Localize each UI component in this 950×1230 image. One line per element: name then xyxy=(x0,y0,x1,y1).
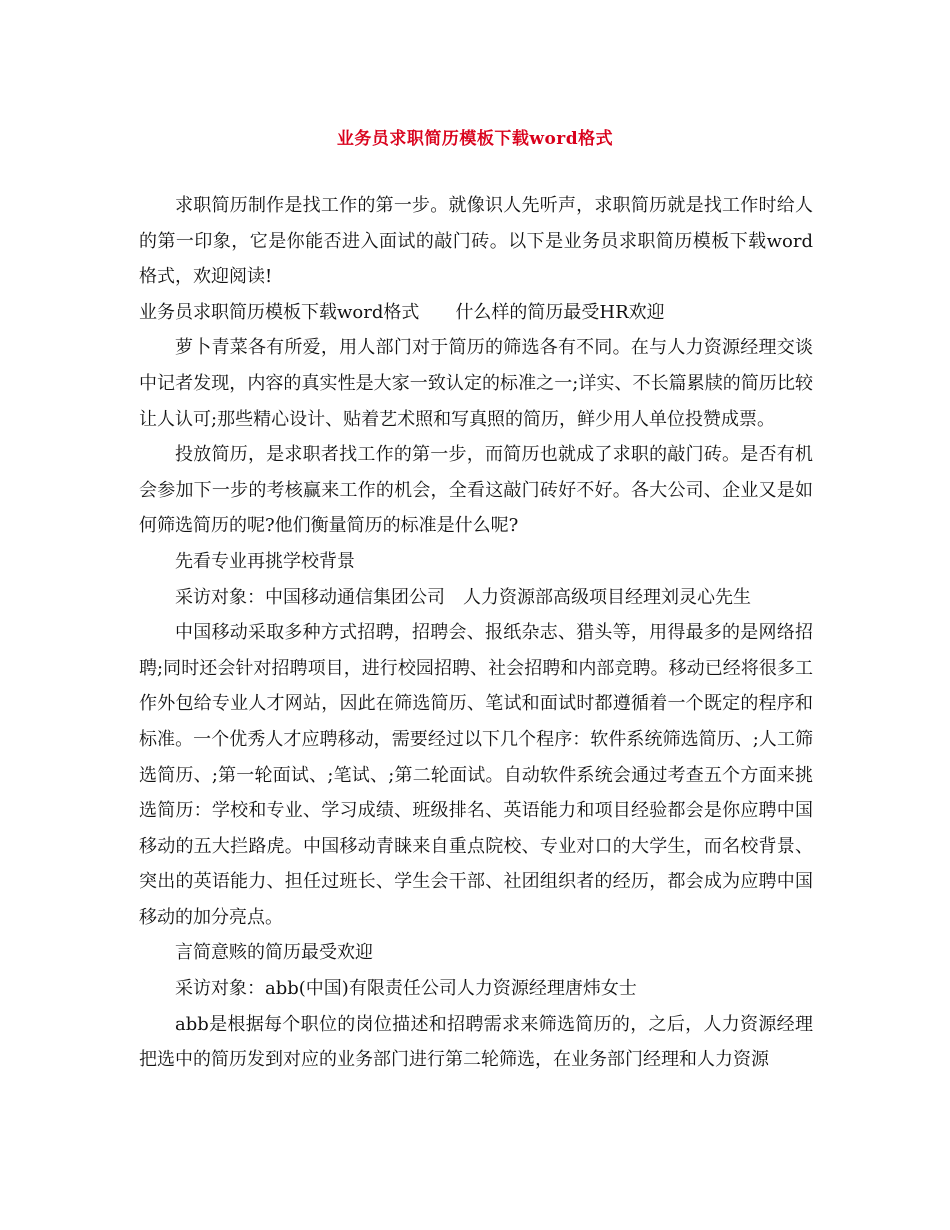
subtitle-left: 业务员求职简历模板下载word格式 xyxy=(139,301,420,323)
section-heading-2: 言简意赅的简历最受欢迎 xyxy=(175,942,373,964)
intro-paragraph: 求职简历制作是找工作的第一步。就像识人先听声，求职简历就是找工作时给人的第一印象，它是你能否进入面试的敲门砖。以下是业务员求职简历模板下载word格式，欢迎阅读! xyxy=(139,195,813,288)
document-title: 业务员求职简历模板下载word格式 xyxy=(336,129,614,149)
section-heading-1: 先看专业再挑学校背景 xyxy=(175,550,355,572)
document-body xyxy=(139,188,813,1078)
subtitle-right: 什么样的简历最受HR欢迎 xyxy=(455,301,665,323)
interviewee-2: 采访对象：abb(中国)有限责任公司人力资源经理唐炜女士 xyxy=(175,978,637,1000)
interviewee-1: 采访对象：中国移动通信集团公司 人力资源部高级项目经理刘灵心先生 xyxy=(175,586,751,608)
paragraph-1: 萝卜青菜各有所爱，用人部门对于简历的筛选各有不同。在与人力资源经理交谈中记者发现，内容的真实性是大家一致认定的标准之一;详实、不长篇累牍的简历比较让人认可;那些精心设计、贴着艺术照和写真照的简历，鲜少用人单位投赞成票。 xyxy=(139,337,813,430)
paragraph-3: 中国移动采取多种方式招聘，招聘会、报纸杂志、猎头等，用得最多的是网络招聘;同时还会针对招聘项目，进行校园招聘、社会招聘和内部竞聘。移动已经将很多工作外包给专业人才网站，因此在筛选简历、笔试和面试时都遵循着一个既定的程序和标准。一个优秀人才应聘移动，需要经过以下几个程序：软件系统筛选简历、;人工筛选简历、;第一轮面试、;笔试、;第二轮面试。自动软件系统会通过考查五个方面来挑选简历：学校和专业、学习成绩、班级排名、英语能力和项目经验都会是你应聘中国移动的五大拦路虎。中国移动青睐来自重点院校、专业对口的大学生，而名校背景、突出的英语能力、担任过班长、学生会干部、社团组织者的经历，都会成为应聘中国移动的加分亮点。 xyxy=(139,622,813,928)
paragraph-2: 投放简历，是求职者找工作的第一步，而简历也就成了求职的敲门砖。是否有机会参加下一步的考核赢来工作的机会，全看这敲门砖好不好。各大公司、企业又是如何筛选简历的呢?他们衡量简历的标准是什么呢? xyxy=(139,444,813,537)
subtitle-line xyxy=(139,295,813,331)
paragraph-4: abb是根据每个职位的岗位描述和招聘需求来筛选简历的，之后，人力资源经理把选中的简历发到对应的业务部门进行第二轮筛选，在业务部门经理和人力资源 xyxy=(139,1013,813,1071)
